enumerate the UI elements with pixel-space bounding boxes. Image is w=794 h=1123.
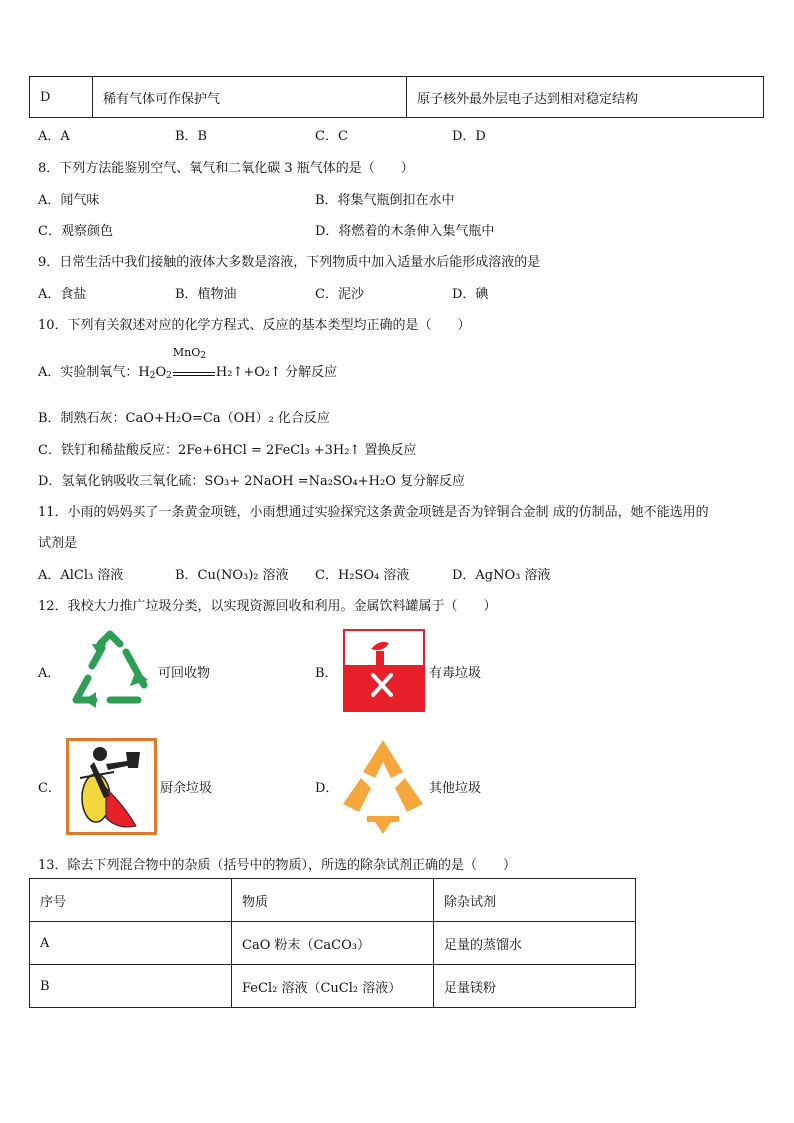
- q12-option-b-label: 有毒垃圾: [429, 666, 482, 681]
- cell-substance: CaO 粉末（CaCO₃）: [232, 922, 434, 965]
- q9-option-d[interactable]: D．碘: [452, 287, 489, 302]
- row-example: 稀有气体可作保护气: [93, 77, 407, 118]
- cell-reagent: 足量镁粉: [434, 965, 636, 1008]
- q12-option-c-letter[interactable]: C．: [38, 781, 61, 796]
- q11-option-a[interactable]: A．AlCl₃ 溶液: [38, 568, 124, 583]
- catalyst-label: MnO$_2$: [172, 346, 206, 361]
- cell-reagent: 足量的蒸馏水: [434, 922, 636, 965]
- q12-option-c-label: 厨余垃圾: [160, 781, 213, 796]
- q7-option-c[interactable]: C．C: [315, 129, 348, 144]
- q10-a-prefix: A．实验制氧气：H: [38, 365, 150, 380]
- cell-substance: FeCl₂ 溶液（CuCl₂ 溶液）: [232, 965, 434, 1008]
- answer-table-continued: [29, 76, 764, 118]
- q13-table: [29, 878, 636, 1008]
- q10-option-a[interactable]: A．实验制氧气：$H_2O_2$ MnO$_2$ H₂↑+O₂↑ 分解反应: [38, 346, 338, 381]
- table-row: [30, 922, 636, 965]
- q7-option-d[interactable]: D．D: [452, 129, 486, 144]
- q12-option-b-letter[interactable]: B．: [315, 666, 338, 681]
- q10-stem: 10．下列有关叙述对应的化学方程式、反应的基本类型均正确的是（ ）: [38, 318, 471, 333]
- kitchen-waste-icon[interactable]: [66, 738, 157, 835]
- row-letter: D: [30, 77, 93, 118]
- catalyst-arrow: [172, 346, 215, 380]
- q13-stem: 13．除去下列混合物中的杂质（括号中的物质），所选的除杂试剂正确的是（ ）: [38, 858, 517, 873]
- q11-option-c[interactable]: C．H₂SO₄ 溶液: [315, 568, 410, 583]
- q7-option-b[interactable]: B．B: [175, 129, 208, 144]
- q12-option-a-letter[interactable]: A．: [38, 666, 61, 681]
- q8-option-a[interactable]: A．闻气味: [38, 193, 100, 208]
- col-header-substance: 物质: [232, 879, 434, 922]
- table-header-row: [30, 879, 636, 922]
- q11-option-b[interactable]: B．Cu(NO₃)₂ 溶液: [175, 568, 289, 583]
- q9-option-b[interactable]: B．植物油: [175, 287, 237, 302]
- toxic-waste-icon[interactable]: [343, 629, 425, 712]
- q12-option-a-label: 可回收物: [158, 666, 211, 681]
- q9-stem: 9．日常生活中我们接触的液体大多数是溶液，下列物质中加入适量水后能形成溶液的是: [38, 255, 541, 270]
- q10-option-c[interactable]: C．铁钉和稀盐酸反应：2Fe+6HCl = 2FeCl₃ +3H₂↑ 置换反应: [38, 443, 417, 458]
- q7-option-a[interactable]: A．A: [38, 129, 70, 144]
- q9-option-c[interactable]: C．泥沙: [315, 287, 364, 302]
- q12-stem: 12．我校大力推广垃圾分类，以实现资源回收和利用。金属饮料罐属于（ ）: [38, 599, 497, 614]
- q8-stem: 8．下列方法能鉴别空气、氧气和二氧化碳 3 瓶气体的是（ ）: [38, 161, 414, 176]
- cell-number: B: [30, 965, 232, 1008]
- q10-a-products: H₂↑+O₂↑ 分解反应: [215, 365, 338, 380]
- q8-option-b[interactable]: B．将集气瓶倒扣在水中: [315, 193, 455, 208]
- q8-option-c[interactable]: C．观察颜色: [38, 224, 113, 239]
- q10-option-b[interactable]: B．制熟石灰：CaO+H₂O=Ca（OH）₂ 化合反应: [38, 411, 330, 426]
- recycle-icon[interactable]: [66, 630, 154, 710]
- q11-option-d[interactable]: D．AgNO₃ 溶液: [452, 568, 551, 583]
- table-row: [30, 965, 636, 1008]
- q11-stem-line2: 试剂是: [38, 536, 78, 551]
- q9-option-a[interactable]: A．食盐: [38, 287, 87, 302]
- q10-option-d[interactable]: D．氢氧化钠吸收三氧化硫：SO₃+ 2NaOH =Na₂SO₄+H₂O 复分解反应: [38, 474, 465, 489]
- col-header-reagent: 除杂试剂: [434, 879, 636, 922]
- row-reason: 原子核外最外层电子达到相对稳定结构: [407, 77, 764, 118]
- q12-option-d-letter[interactable]: D．: [315, 781, 339, 796]
- q11-stem-line1: 11．小雨的妈妈买了一条黄金项链，小雨想通过实验探究这条黄金项链是否为锌铜合金制 成的仿制品，她不能选用的: [38, 505, 709, 520]
- q8-option-d[interactable]: D．将燃着的木条伸入集气瓶中: [315, 224, 495, 239]
- q12-option-d-label: 其他垃圾: [429, 781, 482, 796]
- other-waste-icon[interactable]: [341, 738, 425, 835]
- col-header-number: 序号: [30, 879, 232, 922]
- cell-number: A: [30, 922, 232, 965]
